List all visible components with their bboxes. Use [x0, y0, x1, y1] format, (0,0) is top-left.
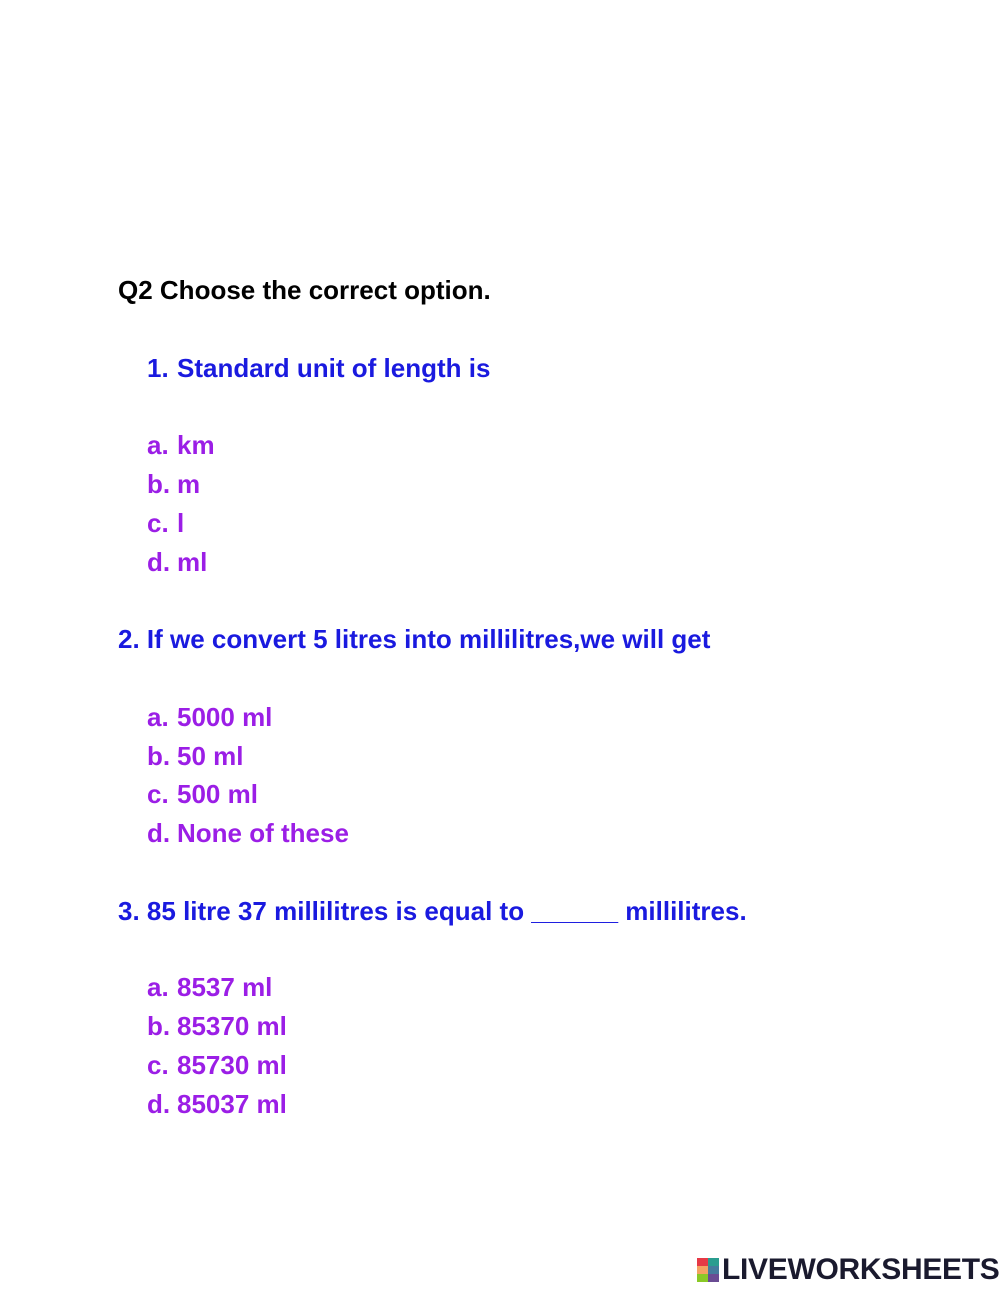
- liveworksheets-logo: [697, 1253, 1000, 1287]
- option-text: 85370 ml: [177, 1011, 287, 1041]
- question-text: If we convert 5 litres into millilitres,we will get: [146, 624, 711, 654]
- option-letter: a.: [147, 430, 169, 460]
- option-text: km: [177, 430, 215, 460]
- option-text: 5000 ml: [177, 702, 273, 732]
- logo-tile: [697, 1258, 708, 1266]
- option-1a[interactable]: [147, 429, 215, 461]
- question-number: 3.: [118, 896, 140, 926]
- question-2: [118, 623, 710, 655]
- question-text: 85 litre 37 millilitres is equal to ______ millilitres.: [146, 896, 747, 926]
- question-number: 2.: [118, 624, 140, 654]
- option-letter: d.: [147, 547, 171, 577]
- option-letter: a.: [147, 972, 169, 1002]
- logo-tile: [708, 1274, 719, 1282]
- option-text: 85730 ml: [177, 1050, 287, 1080]
- option-text: m: [177, 469, 201, 499]
- option-text: None of these: [177, 818, 349, 848]
- option-1b[interactable]: [147, 468, 200, 500]
- option-letter: d.: [147, 818, 171, 848]
- option-letter: b.: [147, 469, 171, 499]
- logo-grid-icon: [697, 1258, 719, 1282]
- logo-tile: [697, 1266, 708, 1274]
- logo-tile: [708, 1258, 719, 1266]
- option-text: 50 ml: [177, 741, 244, 771]
- option-letter: c.: [147, 1050, 169, 1080]
- option-2d[interactable]: [147, 817, 349, 849]
- option-3d[interactable]: [147, 1088, 287, 1120]
- logo-tile: [697, 1274, 708, 1282]
- option-letter: c.: [147, 779, 169, 809]
- option-1c[interactable]: [147, 507, 184, 539]
- option-1d[interactable]: [147, 546, 207, 578]
- option-text: 85037 ml: [177, 1089, 287, 1119]
- question-1: [147, 352, 490, 384]
- option-letter: c.: [147, 508, 169, 538]
- option-3b[interactable]: [147, 1010, 287, 1042]
- question-number: 1.: [147, 353, 169, 383]
- option-text: ml: [177, 547, 208, 577]
- option-3a[interactable]: [147, 971, 272, 1003]
- option-letter: d.: [147, 1089, 171, 1119]
- option-text: 8537 ml: [177, 972, 273, 1002]
- option-letter: b.: [147, 1011, 171, 1041]
- option-letter: a.: [147, 702, 169, 732]
- option-text: 500 ml: [177, 779, 258, 809]
- option-2c[interactable]: [147, 778, 258, 810]
- logo-tile: [708, 1266, 719, 1274]
- worksheet-heading: Q2 Choose the correct option.: [118, 275, 491, 305]
- option-2b[interactable]: [147, 740, 244, 772]
- option-text: l: [177, 508, 185, 538]
- option-3c[interactable]: [147, 1049, 287, 1081]
- question-3: [118, 895, 747, 927]
- option-letter: b.: [147, 741, 171, 771]
- question-text: Standard unit of length is: [177, 353, 491, 383]
- logo-text: LIVEWORKSHEETS: [722, 1253, 1000, 1286]
- option-2a[interactable]: [147, 701, 272, 733]
